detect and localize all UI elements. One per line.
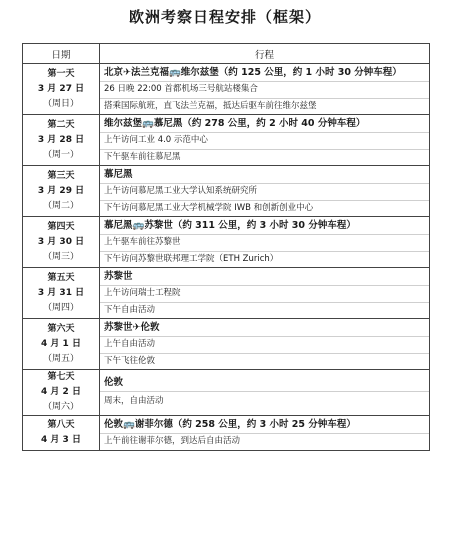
day-label: 第七天: [47, 372, 75, 382]
weekday-label: （周五）: [42, 353, 79, 364]
date-cell: [23, 416, 100, 451]
route-text: 苏黎世✈伦敦: [100, 319, 429, 337]
table-row: [23, 115, 430, 166]
activity-text: 搭乘国际航班，直飞法兰克福，抵达后驱车前往维尔兹堡: [104, 100, 317, 111]
activity-text: 上午驱车前往苏黎世: [100, 235, 429, 252]
itinerary-cell: [100, 416, 430, 451]
day-label: 第一天: [47, 68, 75, 79]
activity-text: 下午飞往伦敦: [104, 355, 156, 366]
activity-text: 下午访问苏黎世联邦理工学院（ETH Zurich）: [104, 253, 279, 264]
route-text: 维尔兹堡🚌慕尼黑（约 278 公里，约 2 小时 40 分钟车程）: [100, 115, 429, 133]
table-row: [23, 268, 430, 319]
activity-text: 下午自由活动: [104, 304, 156, 315]
weekday-label: （周六）: [42, 402, 79, 412]
activity-text: 周末，自由活动: [104, 396, 164, 406]
itinerary-cell: [100, 217, 430, 268]
date-label: 3 月 27 日: [37, 83, 85, 94]
table-row: [23, 217, 430, 268]
activity-text: 上午访问慕尼黑工业大学认知系统研究所: [100, 184, 429, 201]
date-label: 3 月 29 日: [37, 185, 85, 196]
itinerary-cell: [100, 370, 430, 416]
itinerary-cell: [100, 64, 430, 115]
activity-text: 26 日晚 22:00 首都机场三号航站楼集合: [100, 82, 429, 99]
weekday-label: （周一）: [42, 149, 79, 160]
day-label: 第三天: [47, 170, 75, 181]
activity-text: 上午前往谢菲尔德，到达后自由活动: [104, 436, 241, 446]
weekday-label: （周二）: [42, 200, 79, 211]
date-label: 4 月 1 日: [41, 338, 81, 349]
table-row: [23, 319, 430, 370]
weekday-label: （周四）: [42, 302, 79, 313]
activity-text: 上午访问瑞士工程院: [100, 286, 429, 303]
date-cell: [23, 370, 100, 416]
date-cell: [23, 115, 100, 166]
date-cell: [23, 166, 100, 217]
day-label: 第五天: [47, 272, 75, 283]
itinerary-cell: [100, 319, 430, 370]
route-text: 北京✈法兰克福🚌维尔兹堡（约 125 公里，约 1 小时 30 分钟车程）: [100, 64, 429, 82]
itinerary-cell: [100, 115, 430, 166]
date-label: 3 月 28 日: [37, 134, 85, 145]
date-cell: [23, 64, 100, 115]
route-text: 伦敦🚌谢菲尔德（约 258 公里，约 3 小时 25 分钟车程）: [100, 416, 429, 434]
schedule-table: [22, 43, 430, 451]
date-label: 3 月 31 日: [37, 287, 85, 298]
route-text: 苏黎世: [100, 268, 429, 286]
itinerary-column-header: 行程: [100, 44, 430, 64]
itinerary-cell: [100, 268, 430, 319]
date-label: 3 月 30 日: [37, 236, 85, 247]
table-row: [23, 370, 430, 416]
day-label: 第八天: [47, 419, 75, 430]
itinerary-cell: [100, 166, 430, 217]
route-text: 慕尼黑🚌苏黎世（约 311 公里，约 3 小时 30 分钟车程）: [100, 217, 429, 235]
table-header-row: [23, 44, 430, 64]
day-label: 第六天: [47, 323, 75, 334]
table-row: [23, 64, 430, 115]
route-text: 慕尼黑: [100, 166, 429, 184]
weekday-label: （周日）: [42, 98, 79, 109]
page-title: 欧洲考察日程安排（框架）: [128, 8, 321, 26]
weekday-label: （周三）: [42, 251, 79, 262]
route-text: 伦敦: [100, 374, 429, 392]
activity-text: 下午访问慕尼黑工业大学机械学院 IWB 和创新创业中心: [104, 202, 314, 213]
date-label: 4 月 3 日: [41, 434, 81, 445]
day-label: 第二天: [47, 119, 75, 130]
date-cell: [23, 268, 100, 319]
date-column-header: 日期: [23, 44, 100, 64]
date-label: 4 月 2 日: [41, 387, 81, 397]
date-cell: [23, 319, 100, 370]
activity-text: 上午访问工业 4.0 示范中心: [100, 133, 429, 150]
table-row: [23, 166, 430, 217]
table-row: [23, 416, 430, 451]
activity-text: 下午驱车前往慕尼黑: [104, 151, 181, 162]
day-label: 第四天: [47, 221, 75, 232]
date-cell: [23, 217, 100, 268]
activity-text: 上午自由活动: [100, 337, 429, 354]
